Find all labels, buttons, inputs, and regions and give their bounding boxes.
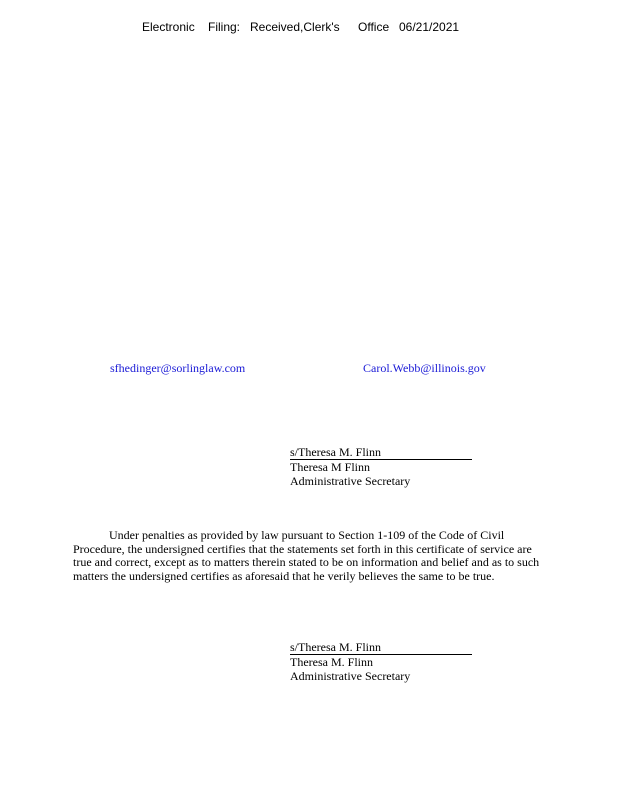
electronic-filing-header bbox=[142, 20, 459, 34]
signature-line: s/Theresa M. Flinn bbox=[290, 640, 472, 655]
signature-block-2 bbox=[290, 640, 472, 683]
signature-block-1 bbox=[290, 445, 472, 488]
signer-name: Theresa M. Flinn bbox=[290, 655, 373, 669]
certification-line-4: matters the undersigned certifies as aforesaid that he verily believes the same to be true. bbox=[73, 568, 495, 583]
email-link-carol-webb[interactable]: Carol.Webb@illinois.gov bbox=[363, 361, 486, 375]
signer-title: Administrative Secretary bbox=[290, 474, 411, 488]
signer-name: Theresa M Flinn bbox=[290, 460, 370, 474]
certification-line-2: Procedure, the undersigned certifies that the statements set forth in this certificate of service are bbox=[73, 541, 532, 556]
header-date: 06/21/2021 bbox=[399, 20, 460, 34]
email-link-sfhedinger[interactable]: sfhedinger@sorlinglaw.com bbox=[110, 361, 246, 375]
header-electronic: Electronic bbox=[142, 20, 195, 34]
certification-paragraph bbox=[73, 529, 573, 583]
certification-line-3: true and correct, except as to matters therein stated to be on information and belief and as to such bbox=[73, 555, 540, 569]
certification-line-1: Under penalties as provided by law pursuant to Section 1-109 of the Code of Civil bbox=[109, 528, 505, 542]
signer-title: Administrative Secretary bbox=[290, 669, 411, 683]
header-office: Office bbox=[358, 20, 390, 34]
header-received: Received,Clerk's bbox=[250, 20, 340, 34]
signature-line: s/Theresa M. Flinn bbox=[290, 445, 472, 460]
header-filing: Filing: bbox=[208, 20, 241, 34]
